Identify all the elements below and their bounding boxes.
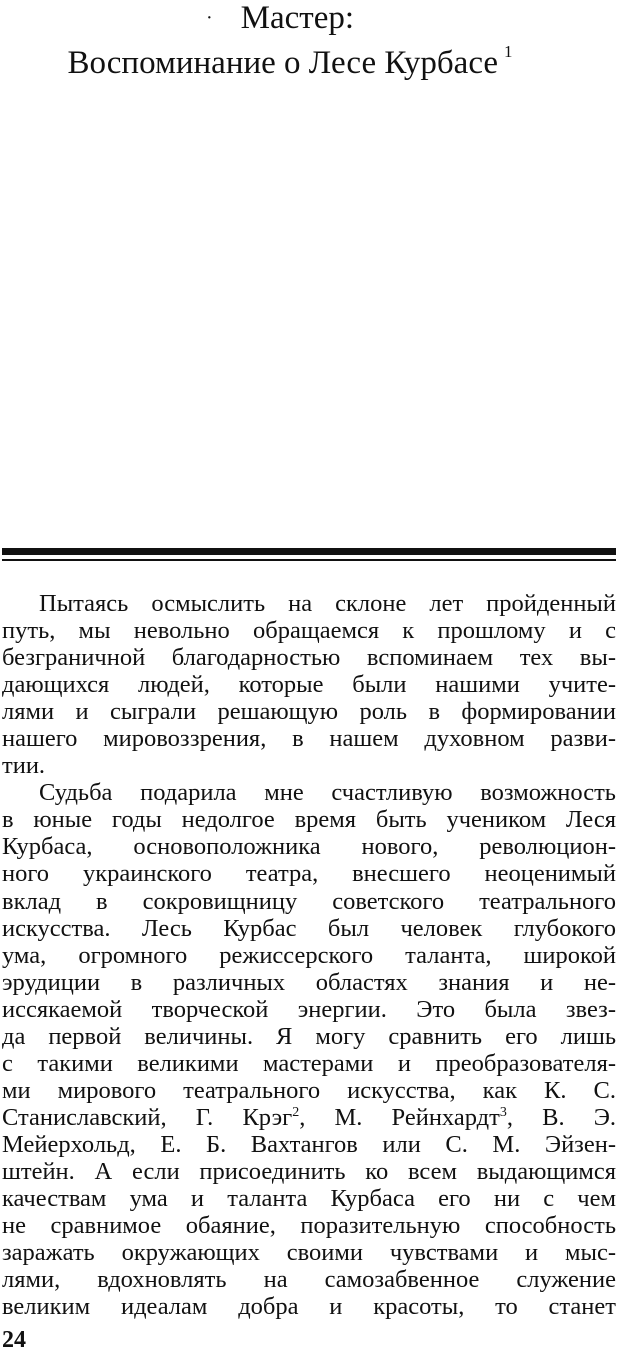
footnote-ref-2: 2 — [292, 1104, 300, 1120]
divider-thick — [2, 548, 616, 555]
divider-thin — [2, 559, 616, 561]
text-fragment: , В. Э. — [506, 1103, 617, 1131]
text-line: ного украинского театра, внесшего неоценимый — [2, 860, 616, 888]
text-line: нашего мировоззрения, в нашем духовном разви- — [2, 725, 616, 753]
text-line: в юные годы недолгое время быть учеником Леся — [2, 806, 616, 834]
body-text — [2, 590, 616, 1320]
paragraph-2 — [2, 779, 616, 1320]
text-fragment: , М. Рейнхардт — [299, 1103, 500, 1131]
text-line: дающихся людей, которые были нашими учите- — [2, 671, 616, 699]
text-line: Пытаясь осмыслить на склоне лет пройденный — [39, 590, 616, 617]
text-line: качествам ума и таланта Курбаса его ни с чем — [2, 1185, 616, 1213]
text-line-footnoted — [2, 1104, 616, 1131]
text-line: безграничной благодарностью вспоминаем тех вы- — [2, 644, 616, 672]
text-line: ми мирового театрального искусства, как К. С. — [2, 1076, 616, 1104]
footnote-ref-3: 3 — [499, 1104, 507, 1120]
paragraph-1 — [2, 590, 616, 779]
text-line: эрудиции в различных областях знания и не- — [2, 968, 616, 996]
page-number: 24 — [2, 1327, 26, 1353]
text-line: да первой величины. Я могу сравнить его лишь — [2, 1022, 616, 1050]
chapter-title — [0, 0, 560, 36]
text-line: Мейерхольд, Е. Б. Вахтангов или С. М. Эйзен- — [2, 1130, 616, 1158]
title-dot: · — [205, 7, 213, 29]
text-line: заражать окружающих своими чувствами и мыс- — [2, 1239, 616, 1267]
text-fragment: Станиславский, Г. Крэг — [2, 1103, 293, 1131]
text-line: искусства. Лесь Курбас был человек глубокого — [2, 914, 616, 942]
chapter-title-text: Мастер: — [240, 0, 355, 36]
chapter-subtitle — [0, 34, 580, 81]
text-line: ума, огромного режиссерского таланта, широкой — [2, 941, 616, 969]
text-line: с такими великими мастерами и преобразователя- — [2, 1049, 616, 1077]
text-line: Курбаса, основоположника нового, революцион- — [2, 833, 616, 861]
text-line: тии. — [2, 752, 46, 780]
text-line: штейн. А если присоединить ко всем выдающимся — [2, 1157, 616, 1185]
text-line: не сравнимое обаяние, поразительную способность — [2, 1212, 616, 1240]
text-line: путь, мы невольно обращаемся к прошлому и с — [2, 617, 616, 645]
text-line: лями и сыграли решающую роль в формировании — [2, 698, 616, 726]
text-line: вклад в сокровищницу советского театрального — [2, 887, 616, 915]
footnote-ref-1: 1 — [504, 42, 513, 61]
text-line: иссякаемой творческой энергии. Это была звез- — [2, 995, 616, 1023]
text-line: Судьба подарила мне счастливую возможность — [39, 779, 616, 807]
text-line: великим идеалам добра и красоты, то станет — [2, 1293, 616, 1321]
text-line: лями, вдохновлять на самозабвенное служение — [2, 1266, 616, 1294]
chapter-subtitle-text: Воспоминание о Лесе Курбасе — [67, 45, 499, 81]
